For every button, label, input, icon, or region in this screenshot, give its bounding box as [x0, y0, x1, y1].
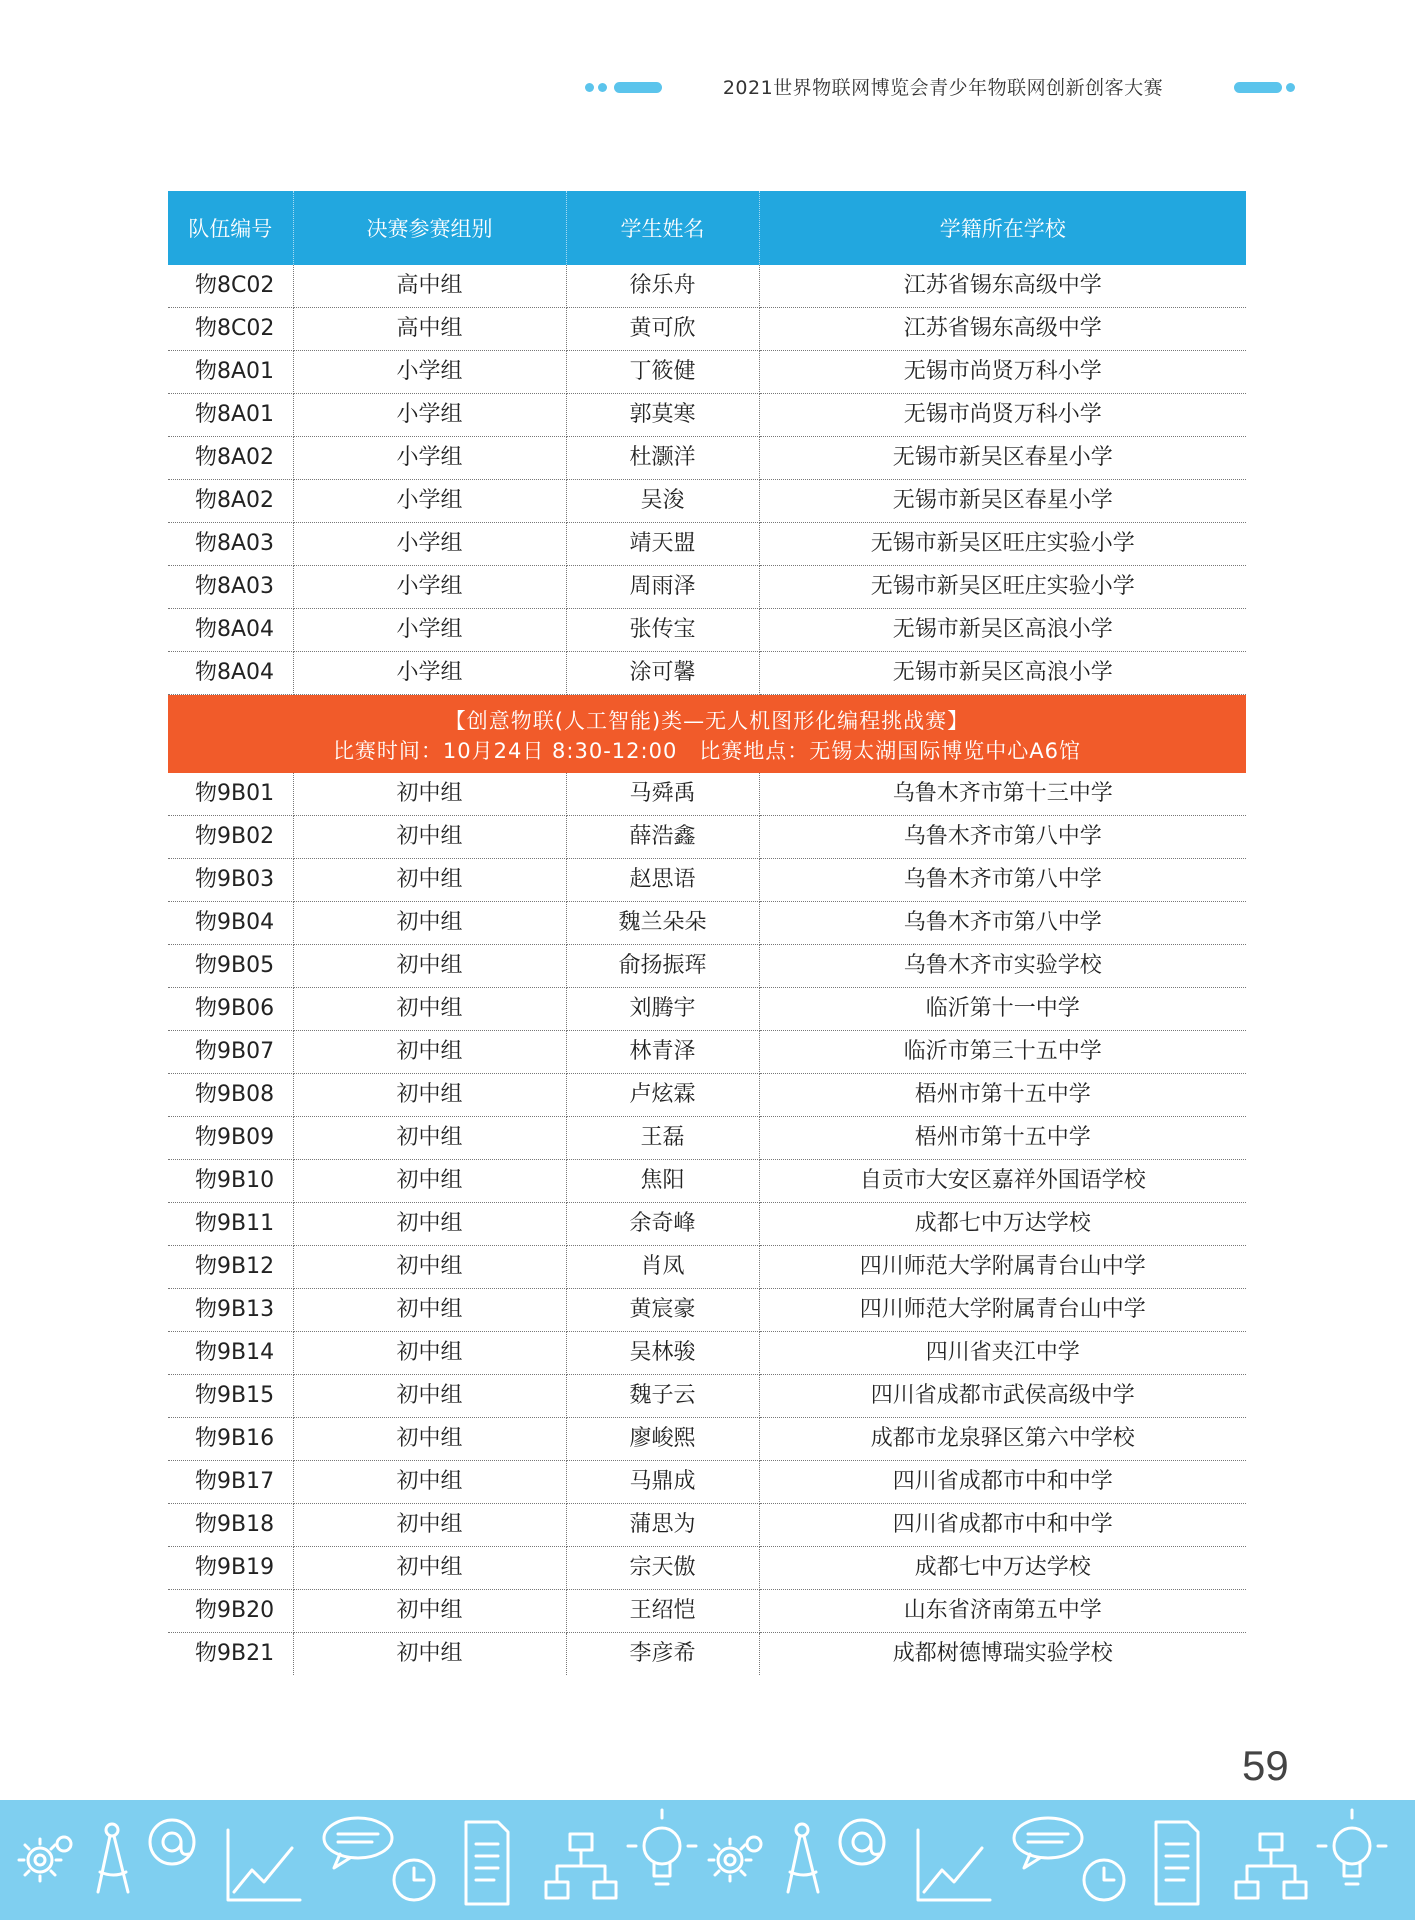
table-row [168, 902, 1246, 945]
school-cell: 乌鲁木齐市第八中学 [759, 816, 1246, 859]
school-cell: 成都市龙泉驿区第六中学校 [759, 1418, 1246, 1461]
table-row [168, 945, 1246, 988]
school-cell: 无锡市尚贤万科小学 [759, 351, 1246, 394]
school-cell: 临沂市第三十五中学 [759, 1031, 1246, 1074]
school-cell: 无锡市新吴区高浪小学 [759, 652, 1246, 695]
student-name-cell: 黄宸豪 [566, 1289, 759, 1332]
student-name-cell: 马舜禹 [566, 773, 759, 816]
group-cell: 初中组 [293, 1160, 566, 1203]
table-row [168, 1203, 1246, 1246]
table-row [168, 652, 1246, 695]
table-row [168, 437, 1246, 480]
school-cell: 无锡市新吴区旺庄实验小学 [759, 523, 1246, 566]
student-name-cell: 焦阳 [566, 1160, 759, 1203]
team-id-cell: 物9B17 [168, 1461, 293, 1504]
table-row [168, 523, 1246, 566]
group-cell: 小学组 [293, 523, 566, 566]
student-name-cell: 黄可欣 [566, 308, 759, 351]
student-name-cell: 肖凤 [566, 1246, 759, 1289]
school-cell: 成都七中万达学校 [759, 1547, 1246, 1590]
student-name-cell: 王绍恺 [566, 1590, 759, 1633]
team-id-cell: 物9B21 [168, 1633, 293, 1676]
student-name-cell: 薛浩鑫 [566, 816, 759, 859]
school-cell: 乌鲁木齐市第八中学 [759, 902, 1246, 945]
column-header-team: 队伍编号 [168, 191, 293, 265]
school-cell: 山东省济南第五中学 [759, 1590, 1246, 1633]
student-name-cell: 靖天盟 [566, 523, 759, 566]
group-cell: 高中组 [293, 265, 566, 308]
table-row [168, 1289, 1246, 1332]
team-id-cell: 物9B20 [168, 1590, 293, 1633]
team-id-cell: 物9B05 [168, 945, 293, 988]
student-name-cell: 蒲思为 [566, 1504, 759, 1547]
school-cell: 四川省夹江中学 [759, 1332, 1246, 1375]
team-id-cell: 物8A02 [168, 480, 293, 523]
footer-band [0, 1800, 1415, 1920]
table-row [168, 773, 1246, 816]
group-cell: 初中组 [293, 773, 566, 816]
column-header-name: 学生姓名 [566, 191, 759, 265]
team-id-cell: 物9B02 [168, 816, 293, 859]
table-row [168, 859, 1246, 902]
line-chart-icon [228, 1830, 300, 1900]
header-pill-right [1234, 82, 1282, 93]
student-name-cell: 余奇峰 [566, 1203, 759, 1246]
team-id-cell: 物9B01 [168, 773, 293, 816]
student-name-cell: 魏子云 [566, 1375, 759, 1418]
page-header [0, 72, 1415, 102]
table-row [168, 1246, 1246, 1289]
student-name-cell: 张传宝 [566, 609, 759, 652]
header-dot-left-1 [585, 83, 594, 92]
student-name-cell: 刘腾宇 [566, 988, 759, 1031]
team-id-cell: 物9B07 [168, 1031, 293, 1074]
school-cell: 临沂第十一中学 [759, 988, 1246, 1031]
student-name-cell: 吴浚 [566, 480, 759, 523]
team-id-cell: 物9B13 [168, 1289, 293, 1332]
school-cell: 梧州市第十五中学 [759, 1074, 1246, 1117]
school-cell: 成都七中万达学校 [759, 1203, 1246, 1246]
table-row [168, 394, 1246, 437]
school-cell: 四川省成都市中和中学 [759, 1504, 1246, 1547]
table-row [168, 480, 1246, 523]
school-cell: 无锡市新吴区春星小学 [759, 480, 1246, 523]
student-name-cell: 卢炫霖 [566, 1074, 759, 1117]
school-cell: 四川省成都市中和中学 [759, 1461, 1246, 1504]
group-cell: 初中组 [293, 1547, 566, 1590]
student-name-cell: 廖峻熙 [566, 1418, 759, 1461]
group-cell: 初中组 [293, 1117, 566, 1160]
school-cell: 无锡市尚贤万科小学 [759, 394, 1246, 437]
table-row [168, 1461, 1246, 1504]
speech-bubble-icon [324, 1818, 392, 1868]
student-name-cell: 丁筱健 [566, 351, 759, 394]
gear-icon [19, 1837, 71, 1881]
student-name-cell: 李彦希 [566, 1633, 759, 1676]
school-cell: 江苏省锡东高级中学 [759, 265, 1246, 308]
group-cell: 初中组 [293, 1590, 566, 1633]
student-name-cell: 魏兰朵朵 [566, 902, 759, 945]
team-id-cell: 物9B14 [168, 1332, 293, 1375]
table-row [168, 1418, 1246, 1461]
group-cell: 小学组 [293, 394, 566, 437]
table-row [168, 609, 1246, 652]
team-id-cell: 物8C02 [168, 308, 293, 351]
header-title: 2021世界物联网博览会青少年物联网创新创客大赛 [722, 77, 1164, 99]
school-cell: 乌鲁木齐市第八中学 [759, 859, 1246, 902]
column-header-school: 学籍所在学校 [759, 191, 1246, 265]
team-id-cell: 物9B18 [168, 1504, 293, 1547]
table-row [168, 265, 1246, 308]
group-cell: 初中组 [293, 988, 566, 1031]
table-row [168, 351, 1246, 394]
clock-icon [394, 1860, 434, 1900]
banner-schedule: 比赛时间：10月24日 8:30-12:00 比赛地点：无锡太湖国际博览中心A6馆 [332, 739, 1082, 763]
category-banner-row [168, 695, 1246, 774]
group-cell: 初中组 [293, 902, 566, 945]
student-name-cell: 俞扬振珲 [566, 945, 759, 988]
table-header-row [168, 191, 1246, 265]
group-cell: 初中组 [293, 1375, 566, 1418]
flowchart-icon [546, 1834, 616, 1898]
page-number: 59 [1242, 1742, 1289, 1789]
team-id-cell: 物9B12 [168, 1246, 293, 1289]
group-cell: 初中组 [293, 1504, 566, 1547]
group-cell: 初中组 [293, 1418, 566, 1461]
student-name-cell: 吴林骏 [566, 1332, 759, 1375]
team-id-cell: 物9B15 [168, 1375, 293, 1418]
compass-icon [98, 1824, 128, 1892]
team-id-cell: 物8C02 [168, 265, 293, 308]
table-row [168, 816, 1246, 859]
table-row [168, 1375, 1246, 1418]
header-dot-left-2 [598, 83, 607, 92]
document-icon [466, 1822, 508, 1904]
team-id-cell: 物9B10 [168, 1160, 293, 1203]
table-row [168, 1633, 1246, 1676]
group-cell: 初中组 [293, 1289, 566, 1332]
table-body-bottom [168, 773, 1246, 1675]
table-row [168, 308, 1246, 351]
team-id-cell: 物8A04 [168, 609, 293, 652]
group-cell: 初中组 [293, 1461, 566, 1504]
header-pill-left [614, 82, 662, 93]
school-cell: 四川师范大学附属青台山中学 [759, 1289, 1246, 1332]
table-banner [168, 695, 1246, 774]
at-sign-icon [150, 1820, 194, 1864]
table-body-top [168, 265, 1246, 695]
roster-table [168, 191, 1246, 1675]
student-name-cell: 周雨泽 [566, 566, 759, 609]
school-cell: 自贡市大安区嘉祥外国语学校 [759, 1160, 1246, 1203]
team-id-cell: 物9B06 [168, 988, 293, 1031]
school-cell: 梧州市第十五中学 [759, 1117, 1246, 1160]
group-cell: 初中组 [293, 859, 566, 902]
group-cell: 小学组 [293, 609, 566, 652]
table-row [168, 1160, 1246, 1203]
student-name-cell: 涂可馨 [566, 652, 759, 695]
school-cell: 乌鲁木齐市第十三中学 [759, 773, 1246, 816]
group-cell: 初中组 [293, 1633, 566, 1676]
school-cell: 无锡市新吴区春星小学 [759, 437, 1246, 480]
table-row [168, 1504, 1246, 1547]
group-cell: 初中组 [293, 816, 566, 859]
group-cell: 初中组 [293, 1246, 566, 1289]
school-cell: 四川师范大学附属青台山中学 [759, 1246, 1246, 1289]
team-id-cell: 物9B19 [168, 1547, 293, 1590]
lightbulb-icon [628, 1810, 696, 1884]
table-row [168, 1074, 1246, 1117]
group-cell: 小学组 [293, 480, 566, 523]
group-cell: 小学组 [293, 652, 566, 695]
group-cell: 初中组 [293, 1332, 566, 1375]
team-id-cell: 物9B08 [168, 1074, 293, 1117]
school-cell: 乌鲁木齐市实验学校 [759, 945, 1246, 988]
table-row [168, 566, 1246, 609]
table-row [168, 1031, 1246, 1074]
banner-title: 【创意物联(人工智能)类—无人机图形化编程挑战赛】 [444, 709, 970, 733]
student-name-cell: 徐乐舟 [566, 265, 759, 308]
group-cell: 初中组 [293, 945, 566, 988]
group-cell: 初中组 [293, 1031, 566, 1074]
student-name-cell: 宗天傲 [566, 1547, 759, 1590]
team-id-cell: 物8A01 [168, 351, 293, 394]
table-row [168, 1117, 1246, 1160]
table-row [168, 988, 1246, 1031]
student-name-cell: 杜灏洋 [566, 437, 759, 480]
team-id-cell: 物8A03 [168, 566, 293, 609]
team-id-cell: 物8A04 [168, 652, 293, 695]
school-cell: 成都树德博瑞实验学校 [892, 1641, 1113, 1666]
team-id-cell: 物9B03 [168, 859, 293, 902]
team-id-cell: 物9B11 [168, 1203, 293, 1246]
table-row [168, 1332, 1246, 1375]
team-id-cell: 物8A02 [168, 437, 293, 480]
school-cell: 江苏省锡东高级中学 [759, 308, 1246, 351]
group-cell: 初中组 [293, 1203, 566, 1246]
header-dot-right [1286, 83, 1295, 92]
student-name-cell: 王磊 [566, 1117, 759, 1160]
group-cell: 小学组 [293, 437, 566, 480]
team-id-cell: 物9B09 [168, 1117, 293, 1160]
student-name-cell: 林青泽 [566, 1031, 759, 1074]
student-name-cell: 马鼎成 [566, 1461, 759, 1504]
team-id-cell: 物9B04 [168, 902, 293, 945]
column-header-group: 决赛参赛组别 [293, 191, 566, 265]
school-cell: 无锡市新吴区高浪小学 [759, 609, 1246, 652]
group-cell: 小学组 [293, 351, 566, 394]
team-id-cell: 物9B16 [168, 1418, 293, 1461]
group-cell: 初中组 [293, 1074, 566, 1117]
group-cell: 高中组 [293, 308, 566, 351]
school-cell: 无锡市新吴区旺庄实验小学 [759, 566, 1246, 609]
category-banner [168, 695, 1246, 774]
group-cell: 小学组 [293, 566, 566, 609]
team-id-cell: 物8A03 [168, 523, 293, 566]
student-name-cell: 赵思语 [566, 859, 759, 902]
table-row [168, 1590, 1246, 1633]
student-name-cell: 郭莫寒 [566, 394, 759, 437]
school-cell: 四川省成都市武侯高级中学 [759, 1375, 1246, 1418]
table-row [168, 1547, 1246, 1590]
team-id-cell: 物8A01 [168, 394, 293, 437]
